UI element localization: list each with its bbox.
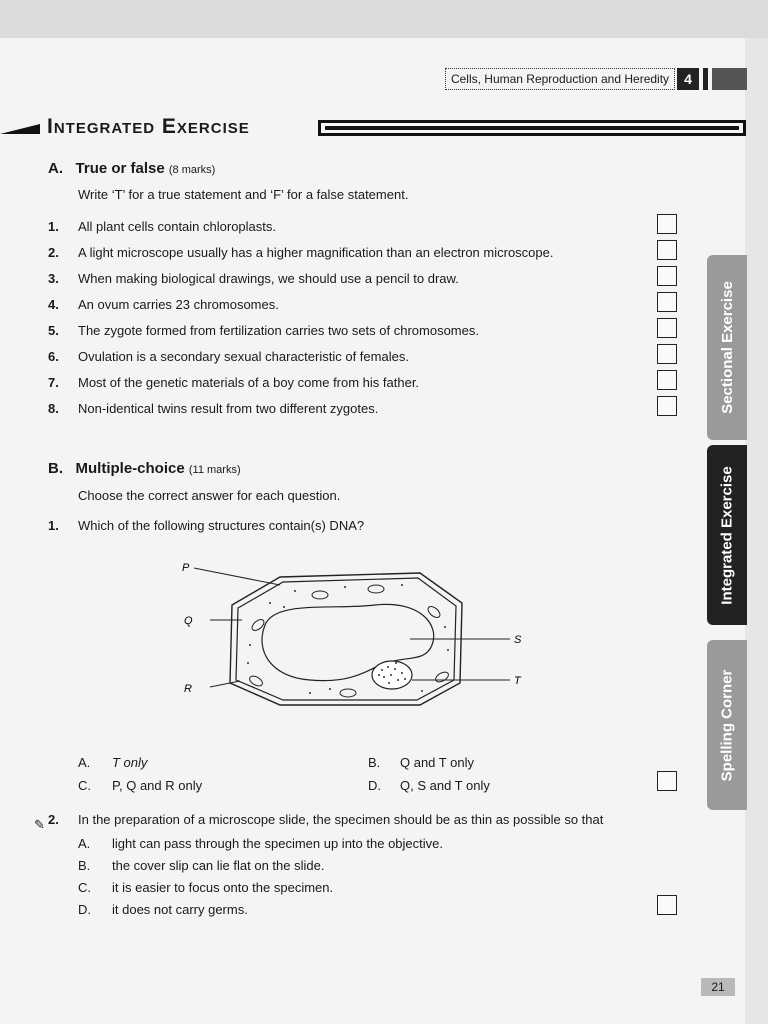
option-letter: C. xyxy=(78,880,91,895)
section-a-instruction: Write ‘T’ for a true statement and ‘F’ for a false statement. xyxy=(78,187,409,202)
section-b-label: B. xyxy=(48,460,63,477)
question-text: In the preparation of a microscope slide, the specimen should be as thin as possible so that xyxy=(78,812,604,827)
option-d-letter: D. xyxy=(368,778,381,793)
option-b-text: Q and T only xyxy=(400,755,474,770)
label-p: P xyxy=(182,562,190,574)
answer-box[interactable] xyxy=(657,292,677,312)
option-text: it is easier to focus onto the specimen. xyxy=(112,880,334,895)
chapter-bar xyxy=(703,68,708,90)
title-decoration xyxy=(0,124,40,134)
option-letter: A. xyxy=(78,836,91,851)
title-rule xyxy=(318,120,746,136)
answer-box[interactable] xyxy=(657,266,677,286)
option-letter: B. xyxy=(78,858,91,873)
tab-label: Integrated Exercise xyxy=(718,465,736,605)
answer-box[interactable] xyxy=(657,214,677,234)
question-text: All plant cells contain chloroplasts. xyxy=(78,219,276,234)
tab-label: Spelling Corner xyxy=(718,669,736,781)
plant-cell-diagram xyxy=(170,555,530,725)
option-b-letter: B. xyxy=(368,755,381,770)
question-text: The zygote formed from fertilization carries two sets of chromosomes. xyxy=(78,323,479,338)
question-number: 5. xyxy=(48,323,59,338)
section-a-marks: (8 marks) xyxy=(168,164,216,176)
chapter-bar xyxy=(712,68,747,90)
question-text: An ovum carries 23 chromosomes. xyxy=(78,297,279,312)
question-number: 8. xyxy=(48,401,59,416)
question-number: 1. xyxy=(48,219,59,234)
option-a-text: T only xyxy=(112,755,148,770)
scan-right-band xyxy=(745,38,768,1024)
pencil-icon: ✎ xyxy=(34,817,45,832)
section-b-heading xyxy=(48,460,241,477)
question-number: 6. xyxy=(48,349,59,364)
option-c-text: P, Q and R only xyxy=(112,778,203,793)
answer-box[interactable] xyxy=(657,895,677,915)
option-text: light can pass through the specimen up into the objective. xyxy=(112,836,443,851)
answer-box[interactable] xyxy=(657,771,677,791)
option-d-text: Q, S and T only xyxy=(400,778,490,793)
question-text: Non-identical twins result from two different zygotes. xyxy=(78,401,379,416)
question-text: A light microscope usually has a higher magnification than an electron microscope. xyxy=(78,245,554,260)
question-number: 3. xyxy=(48,271,59,286)
label-s: S xyxy=(514,634,522,646)
section-b-marks: (11 marks) xyxy=(188,464,241,476)
tab-label: Sectional Exercise xyxy=(718,281,736,414)
label-r: R xyxy=(184,683,192,695)
question-text: Ovulation is a secondary sexual characteristic of females. xyxy=(78,349,409,364)
page-title: Integrated Exercise xyxy=(47,115,250,138)
option-c-letter: C. xyxy=(78,778,91,793)
chapter-number: 4 xyxy=(677,68,699,90)
page-number: 21 xyxy=(701,978,735,996)
label-t: T xyxy=(514,675,521,687)
section-a-title: True or false xyxy=(75,160,165,177)
option-letter: D. xyxy=(78,902,91,917)
section-b-instruction: Choose the correct answer for each question. xyxy=(78,488,341,503)
option-a-letter: A. xyxy=(78,755,91,770)
label-q: Q xyxy=(184,615,193,627)
answer-box[interactable] xyxy=(657,344,677,364)
answer-box[interactable] xyxy=(657,396,677,416)
answer-box[interactable] xyxy=(657,370,677,390)
question-number: 1. xyxy=(48,518,59,533)
answer-box[interactable] xyxy=(657,240,677,260)
tab-sectional-exercise[interactable] xyxy=(707,255,747,440)
question-text: When making biological drawings, we should use a pencil to draw. xyxy=(78,271,459,286)
scan-top-band xyxy=(0,0,768,38)
answer-box[interactable] xyxy=(657,318,677,338)
question-number: 7. xyxy=(48,375,59,390)
section-b-title: Multiple-choice xyxy=(75,460,185,477)
question-text: Most of the genetic materials of a boy come from his father. xyxy=(78,375,420,390)
section-a-heading xyxy=(48,160,215,177)
question-number: 2. xyxy=(48,245,59,260)
tab-spelling-corner[interactable] xyxy=(707,640,747,810)
option-text: the cover slip can lie flat on the slide. xyxy=(112,858,325,873)
question-number: 2. xyxy=(48,812,59,827)
option-text: it does not carry germs. xyxy=(112,902,248,917)
chapter-title: Cells, Human Reproduction and Heredity xyxy=(445,68,675,90)
question-number: 4. xyxy=(48,297,59,312)
question-text: Which of the following structures contain(s) DNA? xyxy=(78,518,365,533)
section-a-label: A. xyxy=(48,160,63,177)
tab-integrated-exercise[interactable] xyxy=(707,445,747,625)
